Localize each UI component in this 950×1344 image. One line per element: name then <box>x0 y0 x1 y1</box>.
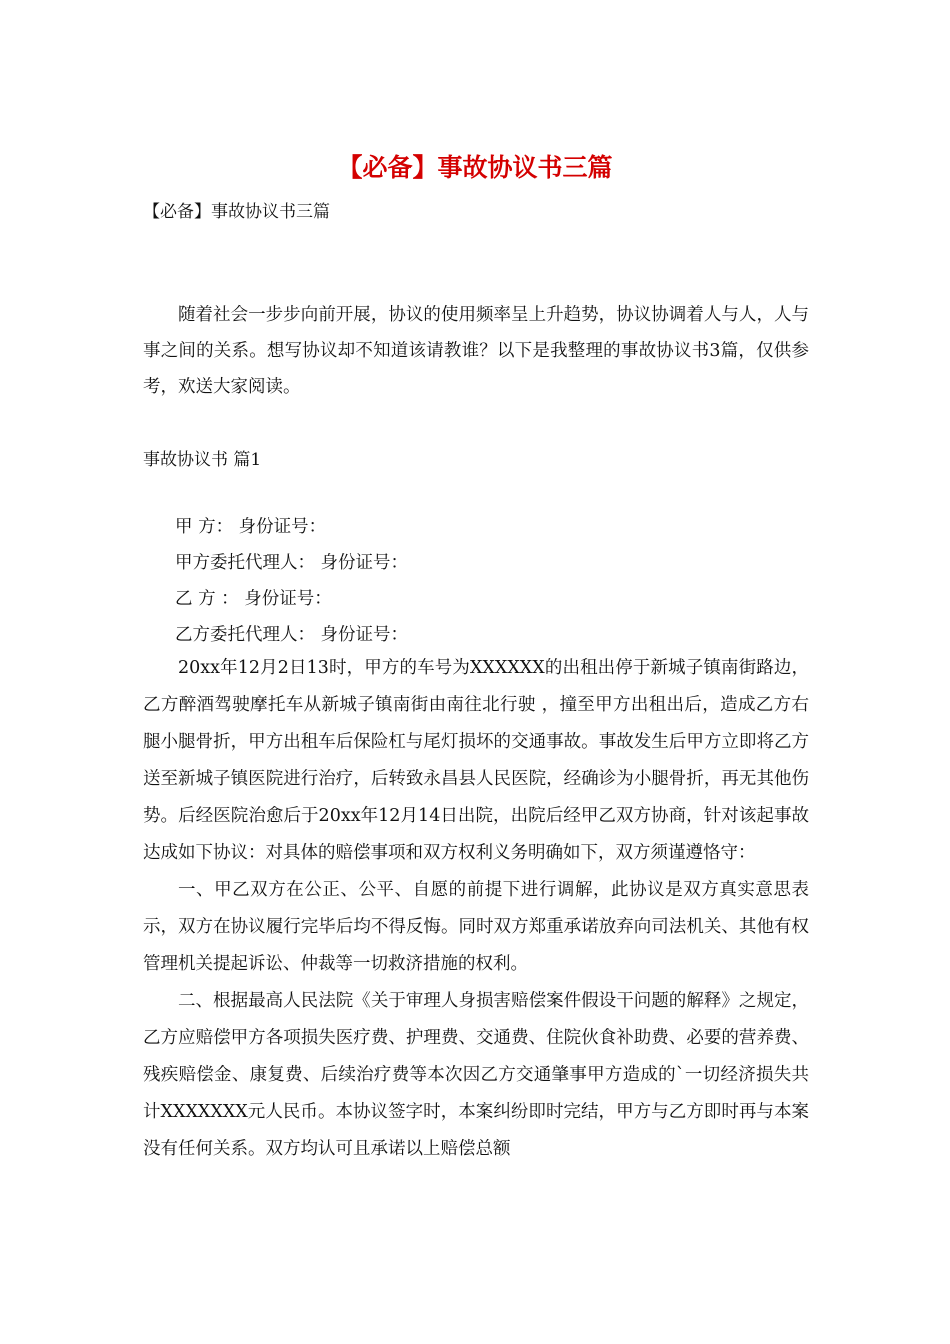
clause-two-paragraph: 二、根据最高人民法院《关于审理人身损害赔偿案件假设干问题的解释》之规定，乙方应赔偿甲方各项损失医疗费、护理费、交通费、住院伙食补助费、必要的营养费、残疾赔偿金、康复费、后续治疗费等本次因乙方交通肇事甲方造成的`一切经济损失共计XXXXXXX元人民币。本协议签字时，本案纠纷即时完结，甲方与乙方即时再与本案没有任何关系。双方均认可且承诺以上赔偿总额 <box>143 991 809 1159</box>
agreement-body <box>143 650 809 1168</box>
party-a-agent-field: 甲方委托代理人： 身份证号： <box>175 553 409 573</box>
party-b-agent-field: 乙方委托代理人： 身份证号： <box>175 625 409 645</box>
section-title: 事故协议书 篇1 <box>143 450 262 470</box>
document-subtitle: 【必备】事故协议书三篇 <box>143 202 330 222</box>
party-a-field: 甲 方： 身份证号： <box>175 517 327 537</box>
intro-block <box>143 297 809 405</box>
party-fields <box>143 509 809 653</box>
accident-paragraph: 20xx年12月2日13时，甲方的车号为XXXXXX的出租出停于新城子镇南街路边，乙方醉酒驾驶摩托车从新城子镇南街由南往北行驶 ，撞至甲方出租出后，造成乙方右腿小腿骨折，甲方出租车后保险杠与尾灯损坏的交通事故。事故发生后甲方立即将乙方送至新城子镇医院进行治疗，后转致永昌县人民医院，经确诊为小腿骨折，再无其他伤势。后经医院治愈后于20xx年12月14日出院，出院后经甲乙双方协商，针对该起事故达成如下协议：对具体的赔偿事项和双方权利义务明确如下，双方须谨遵恪守： <box>143 658 809 863</box>
party-b-field: 乙 方 ： 身份证号： <box>175 589 332 609</box>
clause-one-paragraph: 一、甲乙双方在公正、公平、自愿的前提下进行调解，此协议是双方真实意思表示，双方在协议履行完毕后均不得反悔。同时双方郑重承诺放弃向司法机关、其他有权管理机关提起诉讼、仲裁等一切救济措施的权利。 <box>143 880 809 974</box>
document-title: 【必备】事故协议书三篇 <box>337 153 613 182</box>
intro-paragraph: 随着社会一步步向前开展，协议的使用频率呈上升趋势，协议协调着人与人，人与事之间的关系。想写协议却不知道该请教谁？以下是我整理的事故协议书3篇，仅供参考，欢送大家阅读。 <box>143 305 809 397</box>
